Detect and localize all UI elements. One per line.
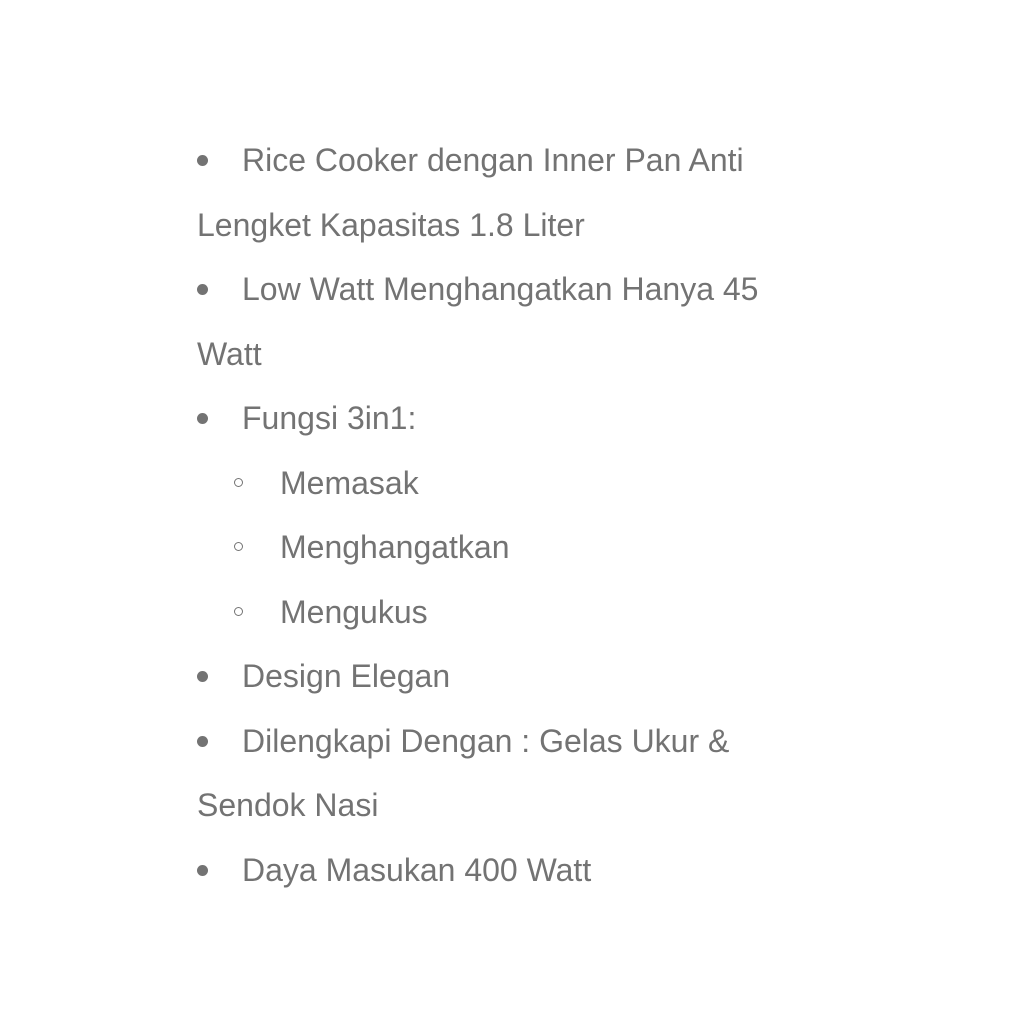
feature-low-watt-continued [197, 322, 857, 387]
feature-accessories [197, 709, 857, 774]
feature-text: Sendok Nasi [197, 787, 379, 823]
feature-text: Design Elegan [242, 658, 451, 694]
feature-accessories-continued [197, 773, 857, 838]
sub-item-mengukus [197, 580, 857, 645]
feature-text: Dilengkapi Dengan : Gelas Ukur & [242, 722, 730, 759]
feature-rice-cooker [197, 128, 857, 193]
sub-item-text: Menghangatkan [280, 529, 510, 565]
feature-text: Rice Cooker dengan Inner Pan Anti [242, 142, 744, 178]
feature-rice-cooker-continued [197, 193, 857, 258]
feature-low-watt [197, 257, 857, 322]
sub-item-menghangatkan [197, 515, 857, 580]
feature-power [197, 838, 857, 903]
feature-text: Low Watt Menghangatkan Hanya 45 [242, 271, 759, 307]
feature-fungsi [197, 386, 857, 451]
feature-text: Daya Masukan 400 Watt [242, 851, 592, 888]
feature-text: Fungsi 3in1: [242, 400, 417, 436]
feature-design [197, 644, 857, 709]
feature-list [197, 128, 857, 902]
feature-text: Lengket Kapasitas 1.8 Liter [197, 206, 585, 243]
sub-item-text: Memasak [280, 464, 419, 501]
sub-item-text: Mengukus [280, 593, 428, 630]
sub-item-memasak [197, 451, 857, 516]
feature-text: Watt [197, 335, 262, 372]
